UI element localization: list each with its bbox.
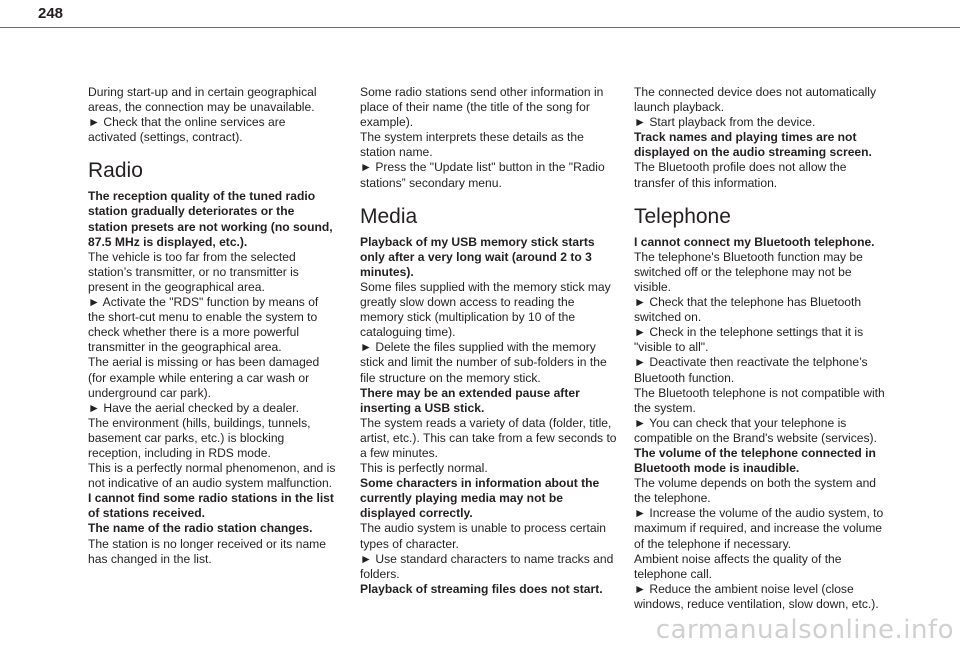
column-right bbox=[634, 85, 888, 612]
problem-heading: The reception quality of the tuned radio station gradually deteriorates or the station presets are not working (no sound, 87.5 MHz is displayed, etc.). bbox=[88, 189, 333, 249]
problem-heading: There may be an extended pause after inserting a USB stick. bbox=[360, 385, 580, 415]
action-bullet: ► Increase the volume of the audio system, to maximum if required, and increase the volume of the telephone if necessary. bbox=[634, 506, 884, 551]
section-heading: Radio bbox=[88, 159, 143, 183]
problem-heading: Playback of streaming files does not start. bbox=[360, 581, 603, 596]
action-bullet: ► Have the aerial checked by a dealer. bbox=[88, 400, 299, 415]
body-paragraph: The Bluetooth telephone is not compatible with the system. bbox=[634, 385, 885, 415]
body-paragraph: The Bluetooth profile does not allow the transfer of this information. bbox=[634, 160, 847, 190]
body-paragraph: The system interprets these details as the station name. bbox=[360, 130, 584, 160]
problem-heading: The name of the radio station changes. bbox=[88, 521, 313, 536]
action-bullet: ► Activate the "RDS" function by means of the short-cut menu to enable the system to check whether there is a more powerful transmitter in the geographical area. bbox=[88, 295, 319, 355]
action-bullet: ► Deactivate then reactivate the telphone’s Bluetooth function. bbox=[634, 355, 868, 385]
action-bullet: ► Reduce the ambient noise level (close windows, reduce ventilation, slow down, etc.). bbox=[634, 581, 879, 611]
action-bullet: ► Check that the online services are activated (settings, contract). bbox=[88, 115, 286, 145]
problem-heading: The volume of the telephone connected in Bluetooth mode is inaudible. bbox=[634, 445, 876, 476]
body-paragraph: This is perfectly normal. bbox=[360, 461, 488, 476]
section-heading: Media bbox=[360, 204, 418, 228]
page-number: 248 bbox=[38, 5, 64, 22]
problem-heading: I cannot connect my Bluetooth telephone. bbox=[634, 234, 875, 249]
problem-heading: Playback of my USB memory stick starts only after a very long wait (around 2 to 3 minutes). bbox=[360, 234, 595, 279]
body-paragraph: The vehicle is too far from the selected station’s transmitter, or no transmitter is present in the geographical area. bbox=[88, 249, 299, 294]
action-bullet: ► Check in the telephone settings that it is "visible to all". bbox=[634, 325, 864, 355]
body-paragraph: During start-up and in certain geographical areas, the connection may be unavailable. bbox=[88, 85, 317, 115]
column-middle bbox=[360, 85, 620, 597]
body-paragraph: Some radio stations send other information in place of their name (the title of the song for example). bbox=[360, 85, 604, 130]
problem-heading: Some characters in information about the currently playing media may not be displayed correctly. bbox=[360, 476, 600, 521]
body-paragraph: Some files supplied with the memory stick may greatly slow down access to reading the memory stick (multiplication by 10 of the cataloguing time). bbox=[360, 279, 611, 340]
body-paragraph: The aerial is missing or has been damaged (for example while entering a car wash or underground car park). bbox=[88, 355, 320, 400]
action-bullet: ► Start playback from the device. bbox=[634, 115, 816, 130]
action-bullet: ► Delete the files supplied with the memory stick and limit the number of sub-folders in the file structure on the memory stick. bbox=[360, 340, 607, 385]
body-paragraph: The system reads a variety of data (folder, title, artist, etc.). This can take from a few seconds to a few minutes. bbox=[360, 415, 617, 460]
body-paragraph: This is a perfectly normal phenomenon, and is not indicative of an audio system malfunction. bbox=[88, 461, 336, 491]
header-rule bbox=[0, 27, 960, 28]
body-paragraph: The audio system is unable to process certain types of character. bbox=[360, 521, 607, 551]
action-bullet: ► You can check that your telephone is compatible on the Brand's website (services). bbox=[634, 415, 877, 445]
action-bullet: ► Press the "Update list" button in the "Radio stations” secondary menu. bbox=[360, 160, 605, 190]
body-paragraph: The connected device does not automatically launch playback. bbox=[634, 85, 877, 115]
body-paragraph: The environment (hills, buildings, tunnels, basement car parks, etc.) is blocking reception, including in RDS mode. bbox=[88, 415, 311, 460]
column-left bbox=[88, 85, 336, 567]
action-bullet: ► Check that the telephone has Bluetooth switched on. bbox=[634, 295, 862, 325]
body-paragraph: Ambient noise affects the quality of the telephone call. bbox=[634, 551, 842, 581]
body-paragraph: The station is no longer received or its name has changed in the list. bbox=[88, 536, 326, 566]
problem-heading: I cannot find some radio stations in the list of stations received. bbox=[88, 491, 334, 521]
watermark: carmanualsonline.info bbox=[655, 615, 954, 645]
action-bullet: ► Use standard characters to name tracks and folders. bbox=[360, 551, 614, 581]
section-heading: Telephone bbox=[634, 204, 731, 228]
body-paragraph: The volume depends on both the system and the telephone. bbox=[634, 476, 877, 506]
body-paragraph: The telephone's Bluetooth function may be switched off or the telephone may not be visible. bbox=[634, 249, 863, 294]
problem-heading: Track names and playing times are not displayed on the audio streaming screen. bbox=[634, 130, 872, 160]
